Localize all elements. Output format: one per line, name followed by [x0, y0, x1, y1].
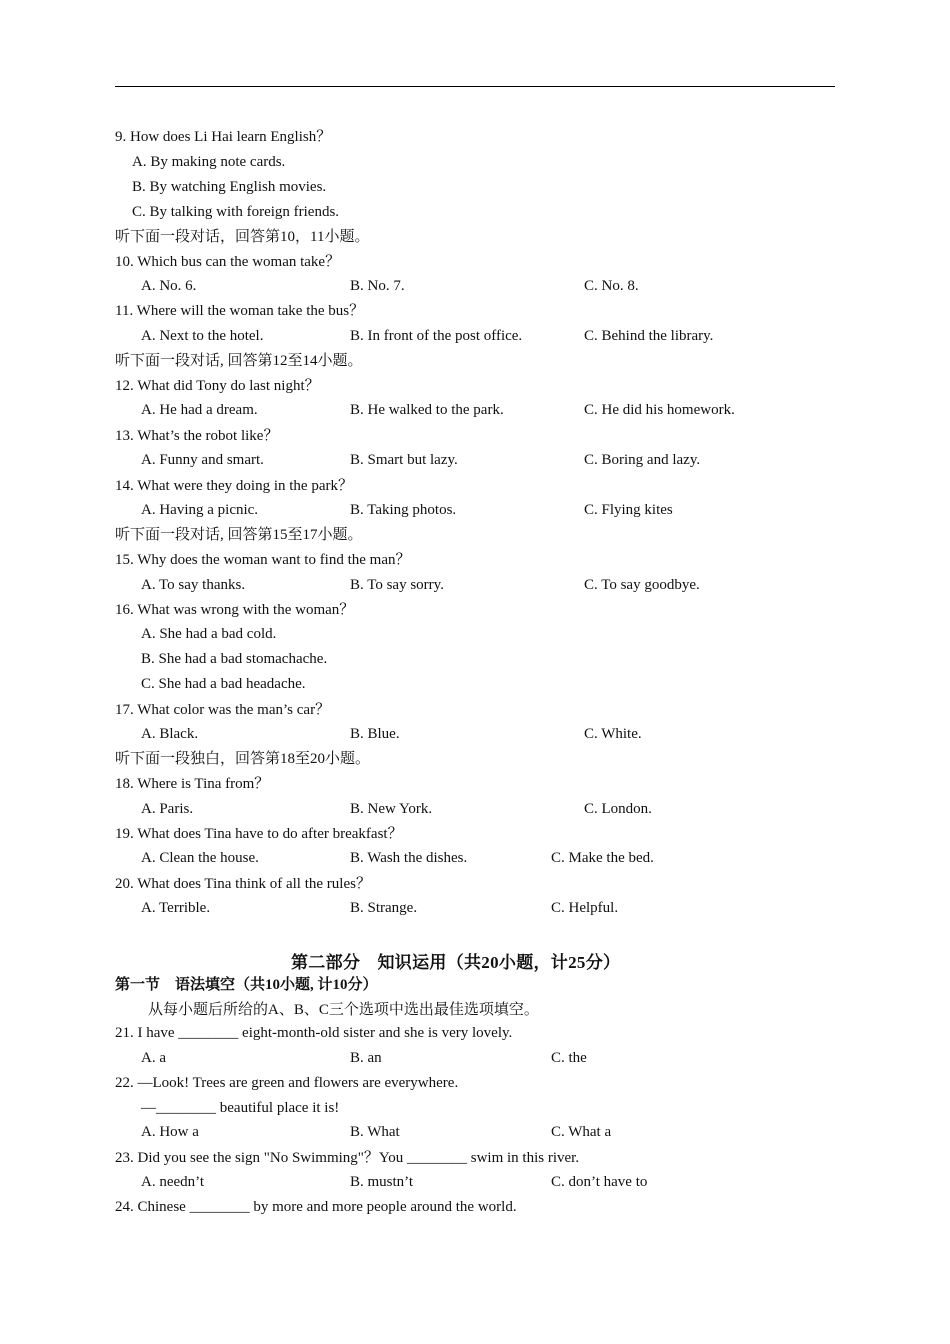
part-title: 第二部分 知识运用（共20小题，计25分） — [291, 953, 621, 972]
option-18c: C. London. — [584, 801, 652, 817]
question-16: 16. What was wrong with the woman？ — [115, 602, 355, 618]
option-11b: B. In front of the post office. — [350, 328, 523, 344]
option-21a: A. a — [141, 1050, 166, 1066]
option-10b: B. No. 7. — [350, 278, 405, 294]
question-17: 17. What color was the man’s car？ — [115, 702, 331, 718]
option-17c: C. White. — [584, 726, 642, 742]
question-15: 15. Why does the woman want to find the man？ — [115, 552, 411, 568]
section-title: 第一节 语法填空（共10小题, 计10分） — [115, 977, 378, 993]
option-9c: C. By talking with foreign friends. — [132, 204, 340, 220]
option-20a: A. Terrible. — [141, 900, 211, 916]
option-19a: A. Clean the house. — [141, 850, 259, 866]
question-24: 24. Chinese ________ by more and more people around the world. — [115, 1199, 517, 1215]
option-18b: B. New York. — [350, 801, 433, 817]
question-12: 12. What did Tony do last night？ — [115, 378, 320, 394]
option-16c: C. She had a bad headache. — [141, 676, 306, 692]
option-13b: B. Smart but lazy. — [350, 452, 458, 468]
option-10a: A. No. 6. — [141, 278, 197, 294]
option-22a: A. How a — [141, 1124, 199, 1140]
header-rule — [115, 86, 835, 87]
option-13a: A. Funny and smart. — [141, 452, 264, 468]
question-19: 19. What does Tina have to do after breakfast？ — [115, 826, 403, 842]
option-13c: C. Boring and lazy. — [584, 452, 701, 468]
option-12a: A. He had a dream. — [141, 402, 258, 418]
option-17a: A. Black. — [141, 726, 199, 742]
question-13: 13. What’s the robot like？ — [115, 428, 279, 444]
option-20b: B. Strange. — [350, 900, 418, 916]
option-16a: A. She had a bad cold. — [141, 626, 277, 642]
directions-18-20: 听下面一段独白，回答第18至20小题。 — [115, 751, 371, 767]
option-23c: C. don’t have to — [551, 1174, 648, 1190]
option-14a: A. Having a picnic. — [141, 502, 259, 518]
option-14c: C. Flying kites — [584, 502, 673, 518]
option-18a: A. Paris. — [141, 801, 194, 817]
option-14b: B. Taking photos. — [350, 502, 457, 518]
question-20: 20. What does Tina think of all the rules？ — [115, 876, 371, 892]
directions-15-17: 听下面一段对话, 回答第15至17小题。 — [115, 527, 363, 543]
option-11a: A. Next to the hotel. — [141, 328, 264, 344]
question-11: 11. Where will the woman take the bus？ — [115, 303, 365, 319]
question-18: 18. Where is Tina from？ — [115, 776, 270, 792]
option-12b: B. He walked to the park. — [350, 402, 504, 418]
question-22: 22. —Look! Trees are green and flowers are everywhere. — [115, 1075, 459, 1091]
question-14: 14. What were they doing in the park？ — [115, 478, 353, 494]
option-21b: B. an — [350, 1050, 382, 1066]
option-19c: C. Make the bed. — [551, 850, 654, 866]
option-15c: C. To say goodbye. — [584, 577, 700, 593]
option-22b: B. What — [350, 1124, 400, 1140]
option-15a: A. To say thanks. — [141, 577, 246, 593]
question-23: 23. Did you see the sign "No Swimming"？You ________ swim in this river. — [115, 1150, 580, 1166]
option-9a: A. By making note cards. — [132, 154, 286, 170]
option-21c: C. the — [551, 1050, 587, 1066]
option-15b: B. To say sorry. — [350, 577, 444, 593]
option-20c: C. Helpful. — [551, 900, 619, 916]
section-instruction: 从每小题后所给的A、B、C三个选项中选出最佳选项填空。 — [148, 1002, 539, 1018]
question-10: 10. Which bus can the woman take？ — [115, 254, 341, 270]
option-9b: B. By watching English movies. — [132, 179, 327, 195]
directions-12-14: 听下面一段对话, 回答第12至14小题。 — [115, 353, 363, 369]
option-10c: C. No. 8. — [584, 278, 639, 294]
option-22c: C. What a — [551, 1124, 612, 1140]
directions-10-11: 听下面一段对话，回答第10，11小题。 — [115, 229, 370, 245]
option-19b: B. Wash the dishes. — [350, 850, 468, 866]
question-22-reply: —________ beautiful place it is! — [141, 1100, 340, 1116]
option-23b: B. mustn’t — [350, 1174, 414, 1190]
option-11c: C. Behind the library. — [584, 328, 714, 344]
question-9: 9. How does Li Hai learn English？ — [115, 129, 332, 145]
option-17b: B. Blue. — [350, 726, 400, 742]
question-21: 21. I have ________ eight-month-old sister and she is very lovely. — [115, 1025, 513, 1041]
option-23a: A. needn’t — [141, 1174, 205, 1190]
option-12c: C. He did his homework. — [584, 402, 735, 418]
option-16b: B. She had a bad stomachache. — [141, 651, 328, 667]
